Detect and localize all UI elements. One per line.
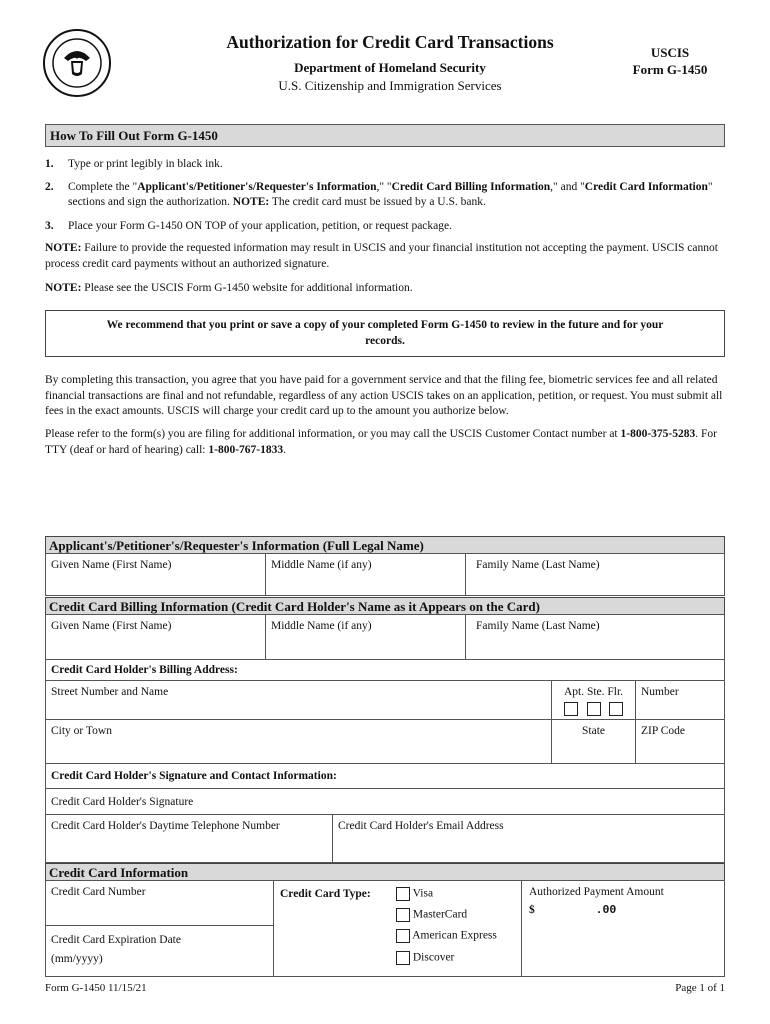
state-field[interactable]: State <box>551 719 636 764</box>
phone-field[interactable]: Credit Card Holder's Daytime Telephone Number <box>45 814 333 863</box>
dollar-sign: $ <box>529 904 535 916</box>
visa-option[interactable]: Visa <box>396 887 433 901</box>
form-title: Authorization for Credit Card Transactions <box>226 32 554 52</box>
discover-checkbox[interactable] <box>396 951 410 965</box>
instruction-item: 3. Place your Form G-1450 ON TOP of your application, petition, or request package. <box>45 220 452 232</box>
card-type-group <box>273 880 522 977</box>
billing-address-heading: Credit Card Holder's Billing Address: <box>45 659 725 681</box>
form-agency: USCIS <box>650 45 690 60</box>
note-paragraph: NOTE: Please see the USCIS Form G-1450 website for additional information. <box>45 282 413 294</box>
amex-checkbox[interactable] <box>396 929 410 943</box>
signature-contact-heading: Credit Card Holder's Signature and Contact Information: <box>45 763 725 789</box>
form-identifier <box>620 44 720 78</box>
discover-option[interactable]: Discover <box>396 951 454 965</box>
billing-family-name-field[interactable]: Family Name (Last Name) <box>465 614 725 660</box>
form-edition: Form G-1450 11/15/21 <box>45 982 147 994</box>
street-field[interactable]: Street Number and Name <box>45 680 552 720</box>
payment-amount-field[interactable]: Authorized Payment Amount $ .00 <box>521 880 725 977</box>
billing-section <box>45 597 725 863</box>
signature-field[interactable]: Credit Card Holder's Signature <box>45 788 725 815</box>
applicant-section <box>45 536 725 596</box>
card-heading: Credit Card Information <box>45 863 725 881</box>
amex-option[interactable]: American Express <box>396 929 497 943</box>
apt-ste-flr-field: Apt. Ste. Flr. <box>551 680 636 720</box>
page-number: Page 1 of 1 <box>675 982 725 994</box>
visa-checkbox[interactable] <box>396 887 410 901</box>
email-field[interactable]: Credit Card Holder's Email Address <box>332 814 725 863</box>
cents-value: .00 <box>595 904 617 917</box>
billing-given-name-field[interactable]: Given Name (First Name) <box>45 614 266 660</box>
billing-middle-name-field[interactable]: Middle Name (if any) <box>265 614 466 660</box>
note-paragraph: NOTE: Failure to provide the requested information may result in USCIS and your financial institution not accepting the payment. USCIS cannot process credit card payments without an authorized signature. <box>45 242 718 270</box>
form-number: Form G-1450 <box>632 62 708 77</box>
apt-number-field[interactable]: Number <box>635 680 725 720</box>
card-number-field[interactable]: Credit Card Number <box>45 880 274 926</box>
how-to-heading: How To Fill Out Form G-1450 <box>45 124 725 147</box>
card-section <box>45 863 725 977</box>
applicant-middle-name-field[interactable]: Middle Name (if any) <box>265 553 466 596</box>
contact-paragraph: Please refer to the form(s) you are filing for additional information, or you may call the USCIS Customer Contact number at 1-800-375-5283. For TTY (deaf or hard of hearing) call: 1-800-767-1833. <box>45 428 717 456</box>
city-field[interactable]: City or Town <box>45 719 552 764</box>
dhs-seal-logo <box>42 28 112 98</box>
ste-checkbox[interactable] <box>587 702 601 716</box>
card-type-label: Credit Card Type: <box>280 888 371 900</box>
instruction-item: 1. Type or print legibly in black ink. <box>45 158 223 170</box>
card-expiration-field[interactable]: Credit Card Expiration Date (mm/yyyy) <box>45 925 274 977</box>
agency-name: U.S. Citizenship and Immigration Services <box>278 78 502 93</box>
applicant-family-name-field[interactable]: Family Name (Last Name) <box>465 553 725 596</box>
mastercard-checkbox[interactable] <box>396 908 410 922</box>
billing-heading: Credit Card Billing Information (Credit Card Holder's Name as it Appears on the Card) <box>45 597 725 615</box>
recommendation-box: We recommend that you print or save a copy of your completed Form G-1450 to review in the future and for your records. <box>45 310 725 357</box>
applicant-heading: Applicant's/Petitioner's/Requester's Information (Full Legal Name) <box>45 536 725 554</box>
department-name: Department of Homeland Security <box>294 60 486 75</box>
flr-checkbox[interactable] <box>609 702 623 716</box>
apt-checkbox[interactable] <box>564 702 578 716</box>
instruction-item: 2. Complete the "Applicant's/Petitioner's/Requester's Information," "Credit Card Billing Information," and "Credit Card Information" sections and sign the authorization. NOTE: The credit card must be issued by a U.S. bank. <box>45 181 713 208</box>
applicant-given-name-field[interactable]: Given Name (First Name) <box>45 553 266 596</box>
mastercard-option[interactable]: MasterCard <box>396 908 467 922</box>
zip-field[interactable]: ZIP Code <box>635 719 725 764</box>
agreement-paragraph: By completing this transaction, you agree that you have paid for a government service and that the filing fee, biometric services fee and all related financial transactions are final and not refundable, regardless of any action USCIS takes on an application, petition, or request. You must submit all fees in the exact amounts. USCIS will charge your credit card up to the amount you authorize below. <box>45 374 723 417</box>
